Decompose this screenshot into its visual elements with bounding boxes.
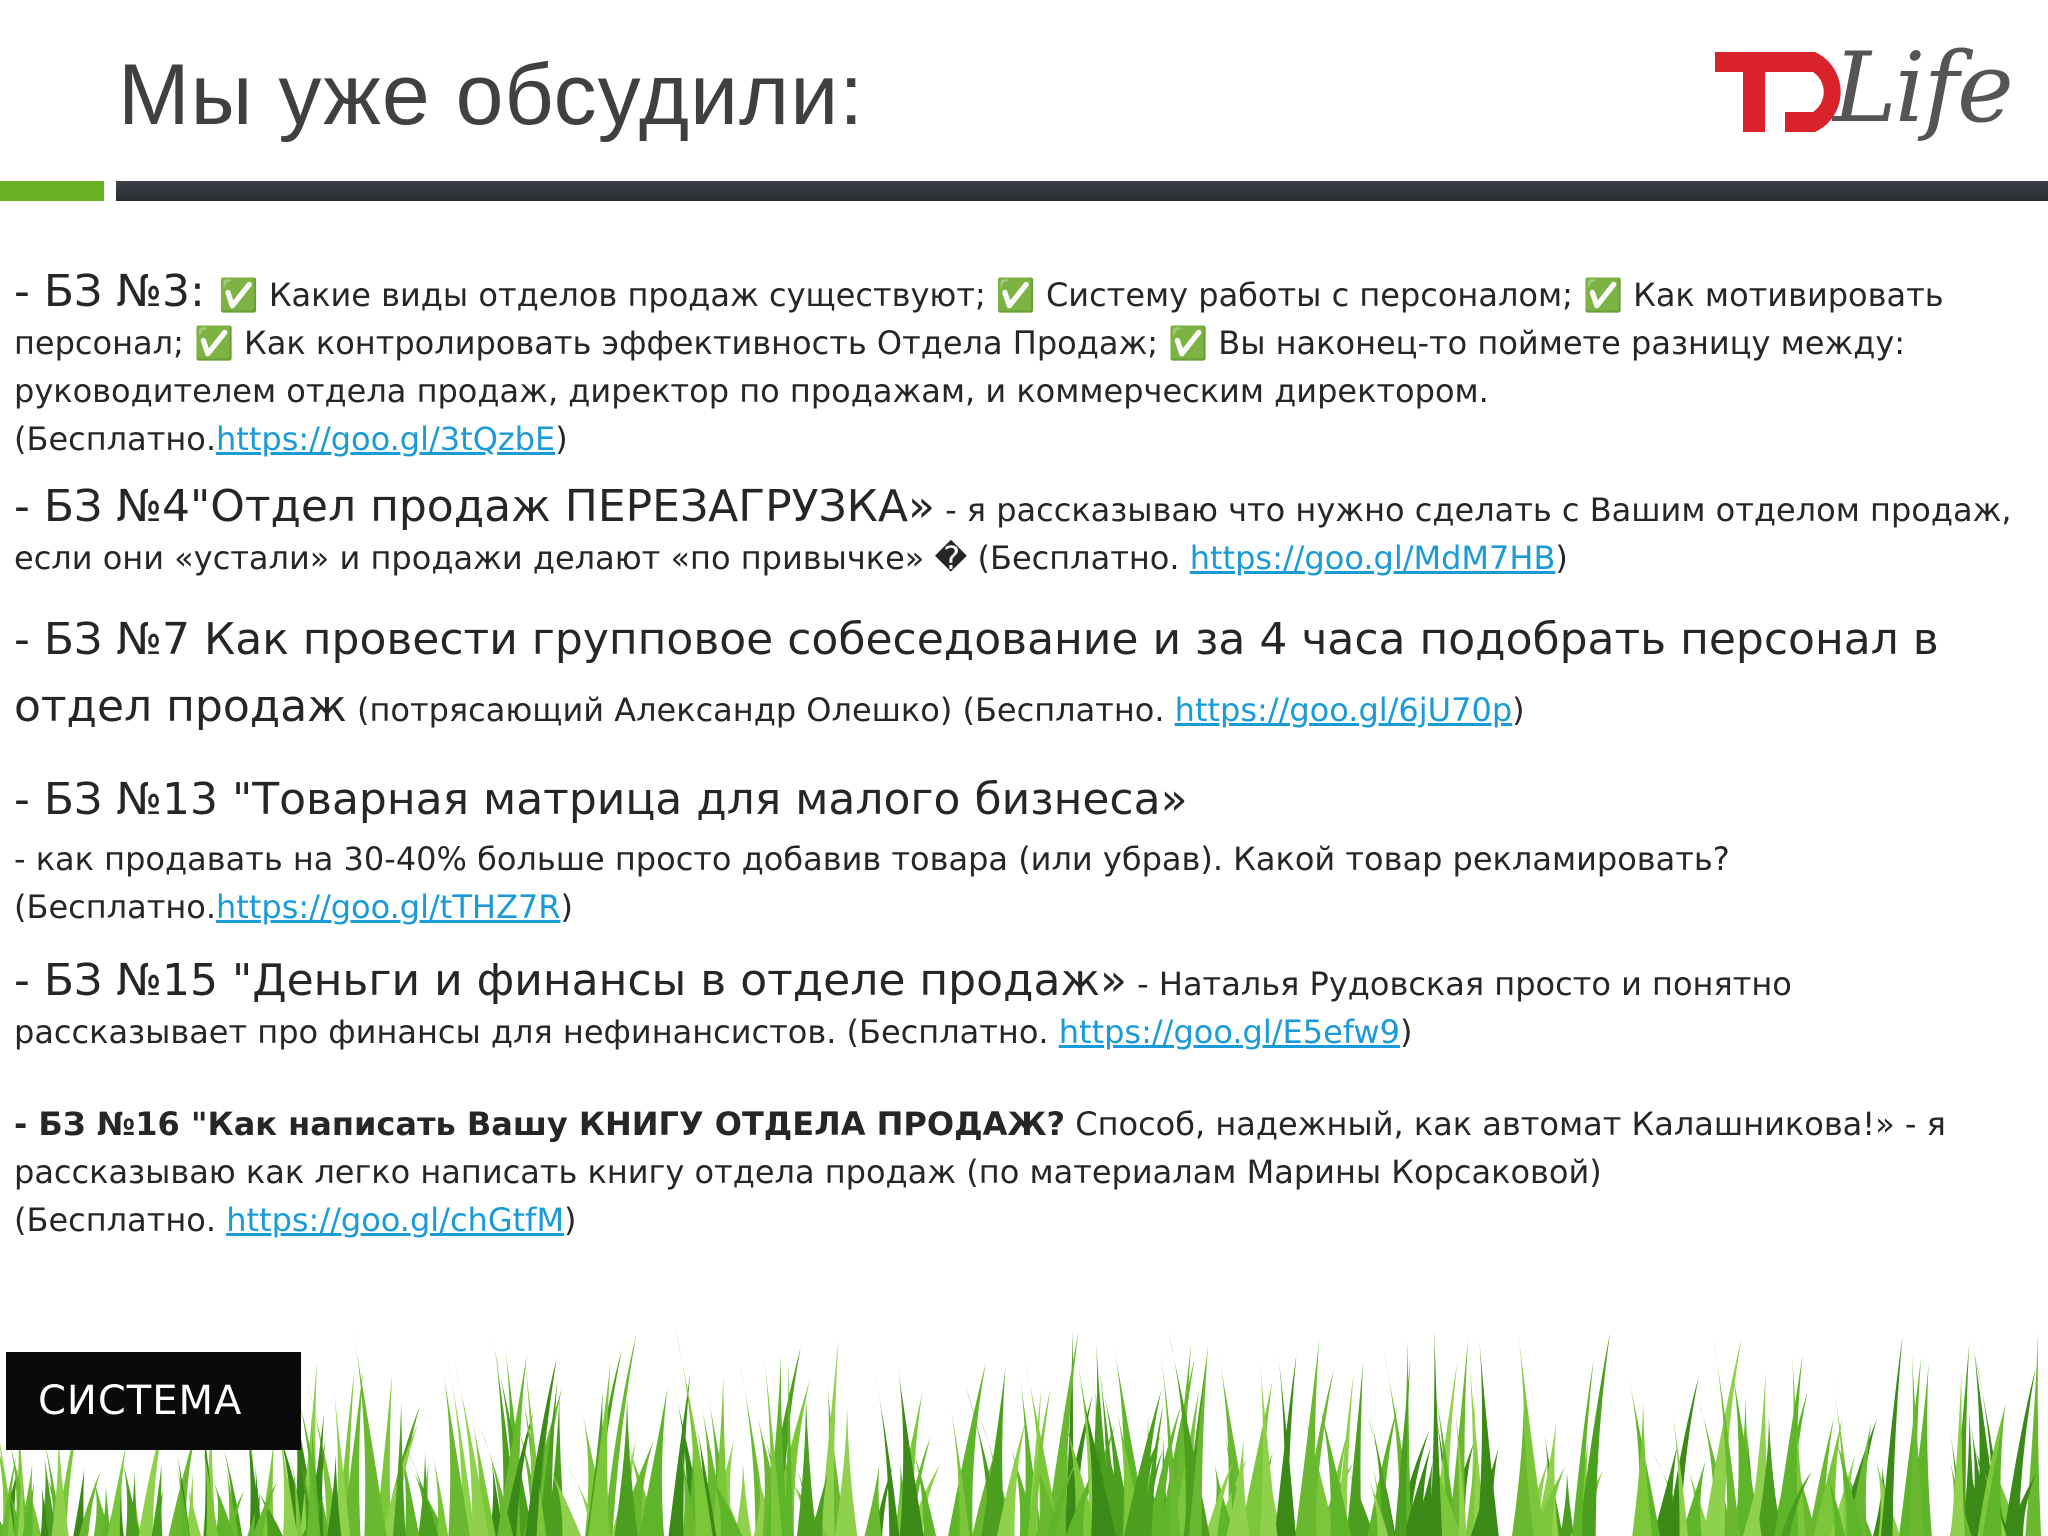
title-divider-bar xyxy=(116,181,2048,201)
item-suffix: ) xyxy=(1512,691,1525,729)
slide-title: Мы уже обсудили: xyxy=(118,47,865,143)
grass-blade xyxy=(442,1365,470,1536)
list-item xyxy=(14,268,2024,463)
grass-blade xyxy=(1881,1336,1903,1536)
sistema-label: СИСТЕМА xyxy=(38,1378,243,1424)
item-prefix: (Бесплатно. xyxy=(14,1201,227,1239)
item-text: ✅ Какие виды отделов продаж существуют; ✅ Систему работы с персоналом; ✅ Как мотивировать персонал; ✅ Как контролировать эффективность Отдела Продаж; ✅ Вы наконец-то поймете разницу между: руководителем отдела продаж, директор по продажам, и коммерческим директором. xyxy=(14,276,1944,410)
grass-blade xyxy=(864,1464,881,1536)
item-link[interactable]: https://goo.gl/chGtfM xyxy=(226,1201,565,1239)
sistema-badge xyxy=(6,1352,301,1450)
item-heading: - БЗ №3: xyxy=(14,266,219,317)
discussed-list xyxy=(14,268,2024,1244)
grass-blade xyxy=(108,1446,126,1536)
item-text: - я рассказываю что нужно сделать с Вашим отделом продаж, если они «устали» и продажи делают «по привычке» � (Бесплатно. xyxy=(14,491,2012,577)
item-prefix: (Бесплатно. xyxy=(14,420,217,458)
item-suffix: ) xyxy=(555,420,568,458)
item-heading: - БЗ №4"Отдел продаж ПЕРЕЗАГРУЗКА» xyxy=(14,481,935,532)
item-suffix: ) xyxy=(1555,539,1568,577)
item-suffix: ) xyxy=(564,1201,577,1239)
item-link[interactable]: https://goo.gl/E5efw9 xyxy=(1058,1013,1400,1051)
item-link[interactable]: https://goo.gl/tTHZ7R xyxy=(216,888,561,926)
grass-blade xyxy=(1430,1330,1442,1536)
grass-blade xyxy=(835,1407,858,1536)
item-link[interactable]: https://goo.gl/MdM7HB xyxy=(1189,539,1556,577)
item-suffix: ) xyxy=(560,888,573,926)
grass-decoration xyxy=(0,1330,2048,1536)
item-text: Способ, надежный, как автомат Калашникова!» - я рассказываю как легко написать книгу отдела продаж (по материалам Марины Корсаковой) xyxy=(14,1105,1946,1191)
grass-blade xyxy=(1560,1472,1574,1536)
list-item xyxy=(14,768,2024,931)
item-heading: - БЗ №7 Как провести групповое собеседование и за 4 часа подобрать персонал в отдел продаж xyxy=(14,614,1939,732)
item-text: - Наталья Рудовская просто и понятно рассказывает про финансы для нефинансистов. (Бесплатно. xyxy=(14,965,1792,1051)
item-prefix: (Бесплатно. xyxy=(14,888,217,926)
list-item xyxy=(14,608,2024,742)
item-heading: - БЗ №13 "Товарная матрица для малого бизнеса» xyxy=(14,774,1188,825)
grass-blade xyxy=(1632,1401,1652,1536)
title-accent-bar xyxy=(0,181,104,201)
logo-life-text: Life xyxy=(1833,32,2012,144)
item-heading: - БЗ №16 "Как написать Вашу КНИГУ ОТДЕЛА ПРОДАЖ? xyxy=(14,1105,1066,1143)
grass-blade xyxy=(1478,1339,1499,1536)
list-item xyxy=(14,957,2024,1056)
item-link[interactable]: https://goo.gl/3tQzbE xyxy=(216,420,556,458)
item-heading: - БЗ №15 "Деньги и финансы в отделе продаж» xyxy=(14,955,1127,1006)
td-life-logo xyxy=(1715,32,2012,158)
item-suffix: ) xyxy=(1400,1013,1413,1051)
item-link[interactable]: https://goo.gl/6jU70p xyxy=(1174,691,1513,729)
item-text: (потрясающий Александр Олешко) (Бесплатно. xyxy=(346,691,1175,729)
list-item xyxy=(14,483,2024,582)
list-item xyxy=(14,1100,2024,1244)
item-text: - как продавать на 30-40% больше просто добавив товара (или убрав). Какой товар рекламировать? xyxy=(14,840,1730,878)
grass-blade xyxy=(2025,1333,2041,1536)
